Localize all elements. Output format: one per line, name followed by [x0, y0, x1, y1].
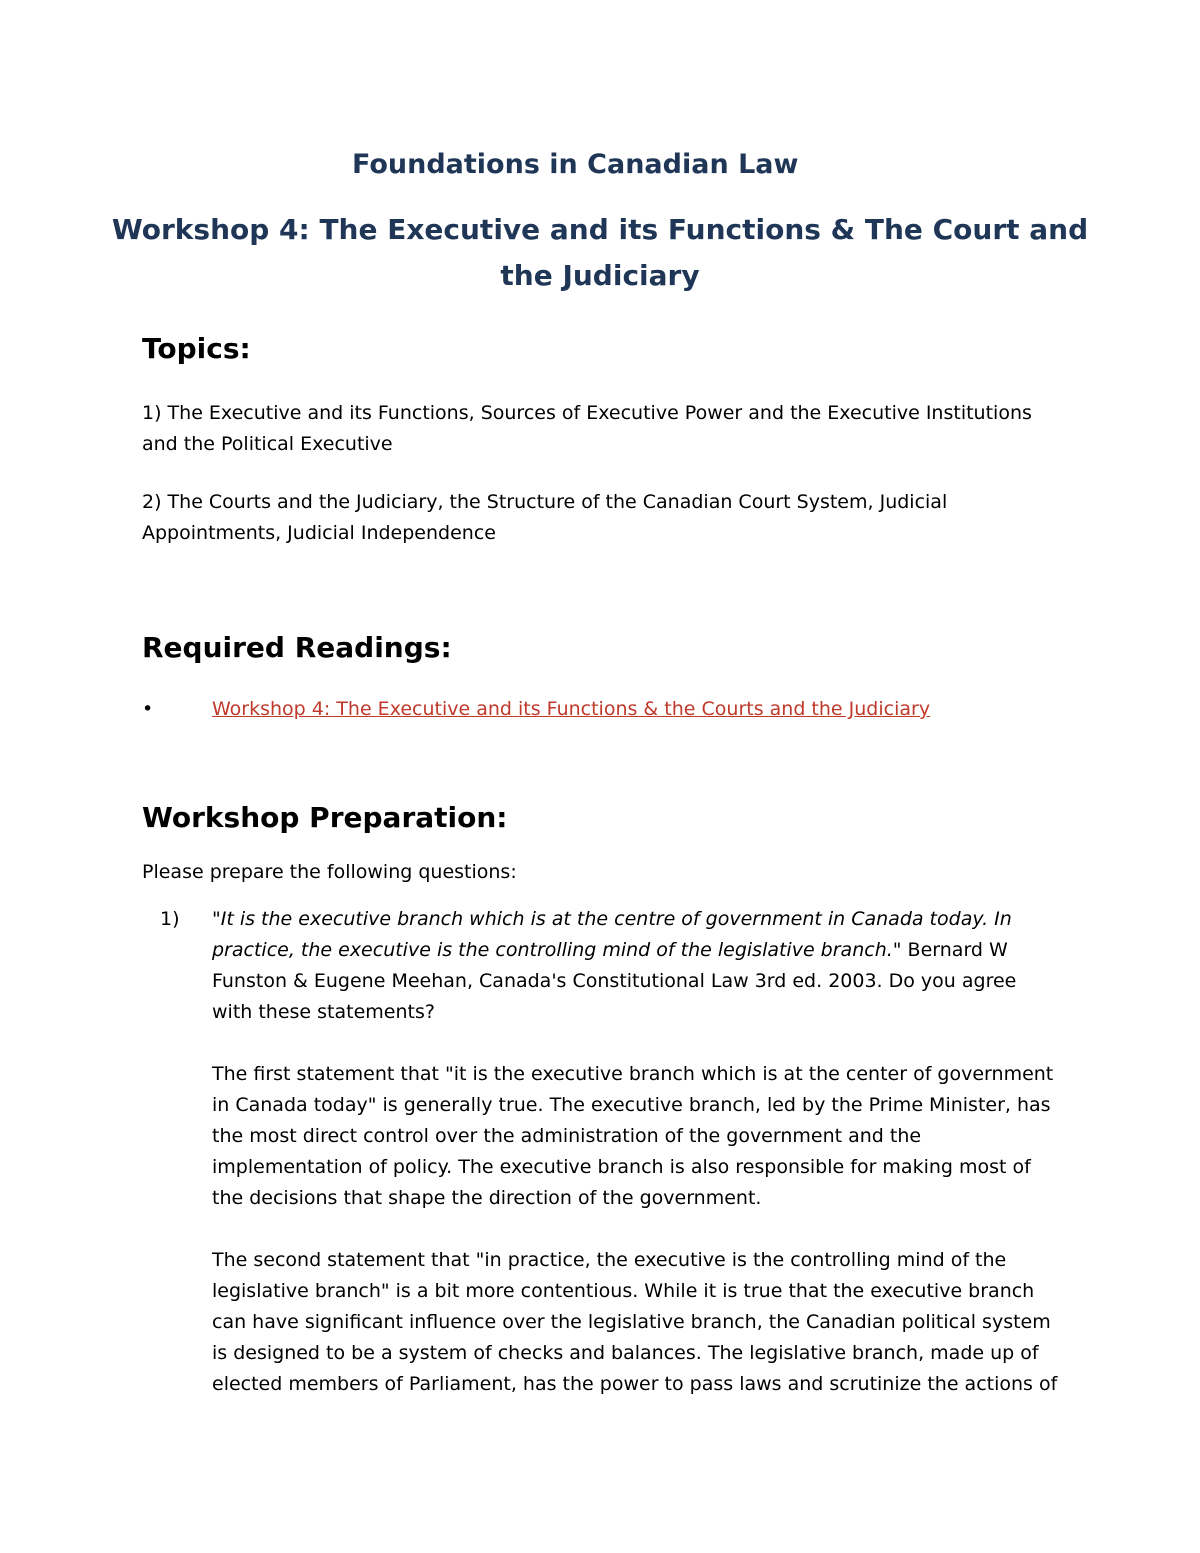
answer-paragraph-2: [212, 1245, 1057, 1400]
workshop-title-line-1: Workshop 4: The Executive and its Functions & The Court and: [111, 213, 1089, 246]
workshop-title: [0, 207, 1200, 299]
required-readings-heading: Required Readings:: [142, 631, 452, 664]
question-line-2: [212, 935, 1016, 966]
answer-paragraph-1: [212, 1059, 1053, 1214]
workshop-preparation-heading: Workshop Preparation:: [142, 801, 508, 834]
answer-1-line: implementation of policy. The executive branch is also responsible for making most of: [212, 1156, 1031, 1178]
topic-item-2: [142, 487, 947, 549]
bullet-icon: •: [142, 698, 154, 720]
question-text: [212, 904, 1016, 1028]
question-line-3: Funston & Eugene Meehan, Canada's Constitutional Law 3rd ed. 2003. Do you agree: [212, 970, 1017, 992]
question-line-2-rest: " Bernard W: [892, 939, 1008, 961]
answer-1-line: The first statement that "it is the executive branch which is at the center of government: [212, 1063, 1054, 1085]
required-reading-link[interactable]: Workshop 4: The Executive and its Functions & the Courts and the Judiciary: [212, 698, 931, 720]
answer-2-line: is designed to be a system of checks and balances. The legislative branch, made up of: [212, 1342, 1039, 1364]
preparation-intro: Please prepare the following questions:: [142, 861, 517, 883]
question-line-4: with these statements?: [212, 1001, 435, 1023]
question-line-1: [212, 904, 1016, 935]
question-line-1-italic: It is the executive branch which is at the centre of government in Canada today. In: [220, 908, 1012, 930]
topic-item-2-line-2: Appointments, Judicial Independence: [142, 522, 496, 544]
quote-open: ": [212, 908, 221, 930]
topics-heading: Topics:: [142, 332, 251, 365]
answer-2-line: can have significant influence over the legislative branch, the Canadian political system: [212, 1311, 1051, 1333]
answer-1-line: in Canada today" is generally true. The executive branch, led by the Prime Minister, has: [212, 1094, 1051, 1116]
answer-2-line: legislative branch" is a bit more contentious. While it is true that the executive branch: [212, 1280, 1035, 1302]
answer-2-line: elected members of Parliament, has the power to pass laws and scrutinize the actions of: [212, 1373, 1058, 1395]
answer-2-line: The second statement that "in practice, the executive is the controlling mind of the: [212, 1249, 1007, 1271]
answer-1-line: the decisions that shape the direction of the government.: [212, 1187, 762, 1209]
topic-item-1-line-1: 1) The Executive and its Functions, Sources of Executive Power and the Executive Institutions: [142, 402, 1032, 424]
question-number: 1): [160, 908, 180, 930]
question-line-2-italic: practice, the executive is the controlling mind of the legislative branch.: [212, 939, 893, 961]
topic-item-1-line-2: and the Political Executive: [142, 433, 393, 455]
course-title: Foundations in Canadian Law: [352, 149, 799, 180]
topic-item-2-line-1: 2) The Courts and the Judiciary, the Structure of the Canadian Court System, Judicial: [142, 491, 948, 513]
workshop-title-line-2: the Judiciary: [500, 259, 700, 292]
topic-item-1: [142, 398, 1032, 460]
answer-1-line: the most direct control over the administration of the government and the: [212, 1125, 922, 1147]
